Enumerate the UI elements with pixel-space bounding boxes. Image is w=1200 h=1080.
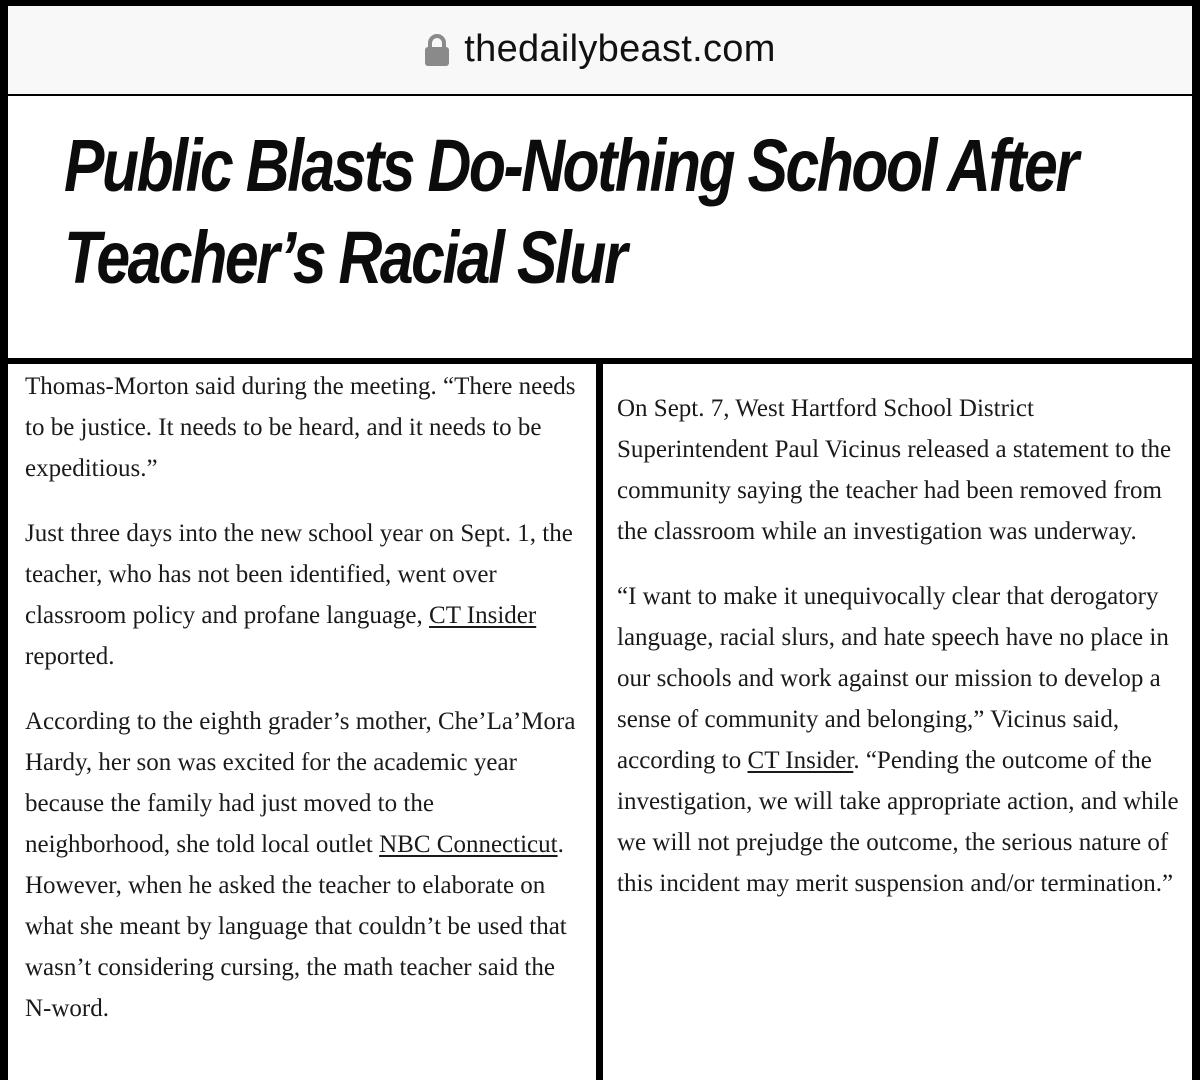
headline-line-2: Teacher’s Racial Slur: [64, 216, 626, 299]
address-bar[interactable]: [8, 28, 1192, 71]
paragraph-text: “I want to make it unequivocally clear that derogatory language, racial slurs, and hate speech have no place in our schools and work against our mission to develop a sense of community and belonging,” Vicinus said, according to: [617, 583, 1169, 774]
paragraph-text: According to the eighth grader’s mother, Che’La’Mora Hardy, her son was excited for the academic year because the family had just moved to the neighborhood, she told local outlet: [25, 708, 576, 858]
paragraph: [25, 513, 585, 677]
left-article-column: [8, 364, 596, 1080]
ct-insider-link[interactable]: CT Insider: [429, 602, 537, 629]
ct-insider-link[interactable]: CT Insider: [747, 747, 854, 774]
headline-panel: [8, 96, 1192, 358]
lock-icon: [424, 33, 450, 67]
paragraph-text: . However, when he asked the teacher to elaborate on what she meant by language that couldn’t be used that wasn’t considering cursing, the math teacher said the N-word.: [25, 831, 567, 1022]
url-text[interactable]: thedailybeast.com: [464, 28, 776, 70]
address-bar-panel: [8, 6, 1192, 94]
headline-line-1: Public Blasts Do-Nothing School After: [64, 124, 1077, 207]
paragraph: [25, 701, 585, 1029]
paragraph-text: Just three days into the new school year on Sept. 1, the teacher, who has not been identified, went over classroom policy and profane language,: [25, 520, 573, 629]
paragraph: Thomas-Morton said during the meeting. “There needs to be justice. It needs to be heard, and it needs to be expeditious.”: [25, 373, 576, 482]
paragraph: On Sept. 7, West Hartford School District Superintendent Paul Vicinus released a statement to the community saying the teacher had been removed from the classroom while an investigation was underway.: [617, 395, 1172, 545]
right-article-column: [603, 364, 1192, 1080]
left-column-text: [25, 366, 585, 1053]
paragraph-text: reported.: [25, 643, 115, 670]
paragraph: [617, 576, 1187, 904]
right-column-text: [617, 388, 1187, 928]
paragraph-text: . “Pending the outcome of the investigation, we will take appropriate action, and while we will not prejudge the outcome, the serious nature of this incident may merit suspension and/or termination.”: [617, 747, 1179, 897]
article-headline: [64, 120, 1163, 304]
nbc-connecticut-link[interactable]: NBC Connecticut: [379, 831, 558, 858]
